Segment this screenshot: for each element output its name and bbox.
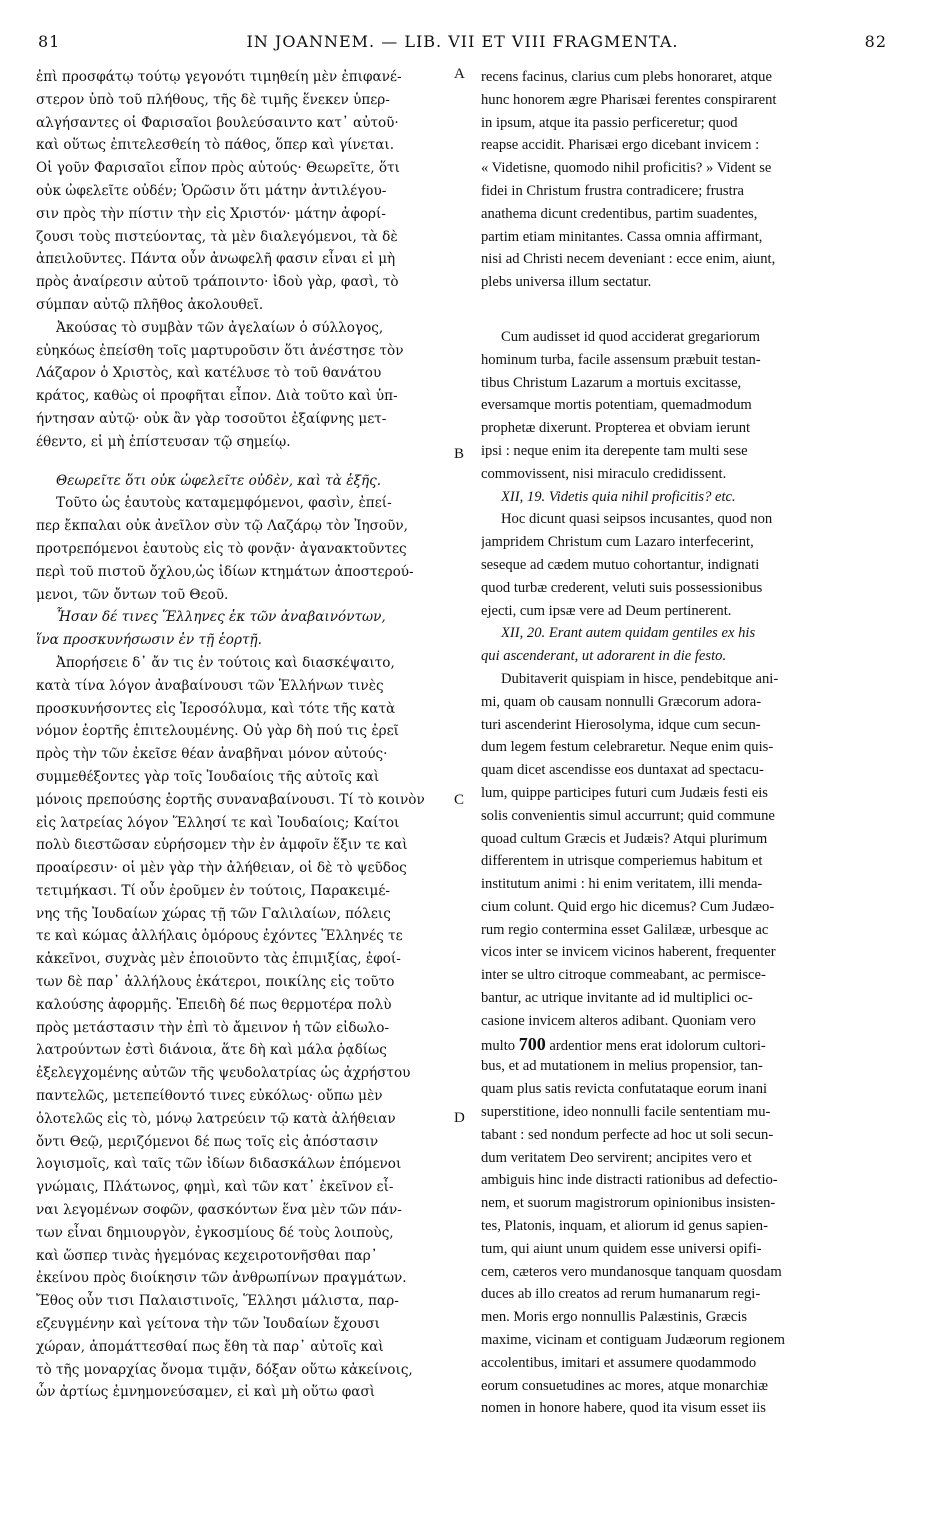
latin-line: cem, cæteros vero mundanosque tanquam quosdam bbox=[481, 1263, 782, 1280]
latin-line: nem, et suorum magistrorum opinionibus insisten- bbox=[481, 1195, 776, 1212]
greek-line: μόνοις πρεπούσης ἑορτῆς συναναβαίνουσι. Τί τὸ κοινὸν bbox=[36, 791, 425, 808]
greek-line: αλγήσαντες οἱ Φαρισαῖοι βουλεύσαιντο κατ᾽ αὐτοῦ· bbox=[36, 114, 399, 131]
greek-line: ζουσι τοὺς πιστεύοντας, τὰ μὲν διαλεγόμενοι, τὰ δὲ bbox=[36, 228, 398, 245]
latin-line: maxime, vicinam et contiguam Judæorum regionem bbox=[481, 1332, 785, 1349]
column-number: 700 bbox=[518, 1033, 546, 1054]
greek-line: ήντησαν αὐτῷ· οὐκ ἂν γὰρ τοσοῦτοι ἐξαίφνης μετ- bbox=[36, 410, 387, 427]
latin-line: ipsi : neque enim ita derepente tam multi sese bbox=[481, 442, 748, 459]
latin-line: dum legem festum celebraretur. Neque enim quis- bbox=[481, 739, 774, 756]
greek-line: οὐκ ὠφελεῖτε οὐδέν; Ὁρῶσιν ὅτι μάτην ἀντιλέγου- bbox=[36, 182, 387, 199]
latin-line: seseque ad cædem mutuo cohortantur, indignati bbox=[481, 556, 760, 573]
latin-line: eorum consuetudines ac mores, atque monarchiæ bbox=[481, 1377, 768, 1394]
greek-line: πολὺ διεστῶσαν εὑρήσομεν τὴν ἐν ἀμφοῖν ἕξιν τε καὶ bbox=[36, 837, 408, 854]
greek-line: προαίρεσιν· οἱ μὲν γὰρ τὴν ἀλήθειαν, οἱ δὲ τὸ ψεῦδος bbox=[36, 860, 407, 877]
latin-lemma: XII, 19. Videtis quia nihil proficitis? etc. bbox=[501, 488, 736, 505]
latin-line: plebs universa illum sectatur. bbox=[481, 274, 652, 291]
latin-line: recens facinus, clarius cum plebs honoraret, atque bbox=[481, 69, 772, 85]
greek-line: ἀπειλοῦντες. Πάντα οὖν ἀνωφελῆ φασιν εἶναι εἰ μὴ bbox=[36, 251, 396, 268]
latin-line: hominum turba, facile assensum præbuit testan- bbox=[481, 351, 761, 368]
greek-line: καὶ οὕτως ἐπιτελεσθείη τὸ πάθος, ὅπερ καὶ γίνεται. bbox=[36, 137, 395, 154]
greek-line: συμμεθέξοντες γὰρ τοῖς Ἰουδαίοις τῆς αὐτοῖς καὶ bbox=[36, 768, 380, 785]
latin-line: rum regio contermina esset Galilææ, urbesque ac bbox=[481, 921, 769, 938]
greek-line: ὧν ἀρτίως ἐμνημονεύσαμεν, εἰ καὶ μὴ οὕτω φασὶ bbox=[36, 1384, 376, 1401]
latin-line: tum, qui aiunt unum quidem esse universi opifi- bbox=[481, 1240, 762, 1257]
latin-line: partim etiam minitantes. Cassa omnia affirmant, bbox=[481, 228, 763, 245]
latin-line: tes, Platonis, inquam, et aliorum id genus sapien- bbox=[481, 1218, 768, 1235]
latin-line: nisi ad Christi necem deveniant : ecce enim, aiunt, bbox=[481, 251, 776, 268]
running-title: IN JOANNEM. — LIB. VII ET VIII FRAGMENTA. bbox=[246, 32, 679, 51]
greek-line: εζευγμένην καὶ γείτονα τὴν τῶν Ἰουδαίων ἔχουσι bbox=[36, 1316, 380, 1333]
greek-line: περὶ τοῦ πιστοῦ ὄχλου,ὡς ἰδίων κτημάτων ἀποστερού- bbox=[36, 563, 414, 580]
greek-line: Λάζαρον ὁ Χριστὸς, καὶ κατέλυσε τὸ τοῦ θανάτου bbox=[36, 365, 382, 382]
latin-line: turi ascenderint Hierosolyma, idque cum secun- bbox=[481, 716, 761, 733]
latin-line: Hoc dicunt quasi seipsos incusantes, quod non bbox=[501, 511, 773, 528]
margin-marker-a: A bbox=[454, 66, 465, 82]
greek-line: νης τῆς Ἰουδαίων χώρας τῇ τῶν Γαλιλαίων, πόλεις bbox=[36, 905, 391, 922]
latin-line: cium colunt. Quid ergo hic dicemus? Cum Judæo- bbox=[481, 898, 775, 915]
greek-line: προσκυνήσοντες εἰς Ἱεροσόλυμα, καὶ τότε τῆς κατὰ bbox=[36, 700, 396, 717]
latin-line: ambiguis hinc inde distracti rationibus ad defectio- bbox=[481, 1172, 778, 1189]
greek-column bbox=[36, 66, 456, 1404]
latin-line: superstitione, ideo nonnulli facile sententiam mu- bbox=[481, 1104, 771, 1121]
latin-line: « Videtisne, quomodo nihil proficitis? » Vident se bbox=[481, 160, 772, 177]
greek-line: των δὲ παρ᾽ ἀλλήλους ἑκάτεροι, ποικίλης εἰς τοῦτο bbox=[36, 974, 395, 991]
greek-line: λατρούντων ἐστὶ διάνοια, ἅτε δὴ καὶ μάλα ῥᾳδίως bbox=[36, 1042, 387, 1059]
greek-line: ἐπὶ προσφάτῳ τούτῳ γεγονότι τιμηθείη μὲν ἐπιφανέ- bbox=[36, 69, 402, 85]
latin-line: mi, quam ob causam nonnulli Græcorum adora- bbox=[481, 693, 762, 710]
latin-lemma: qui ascenderant, ut adorarent in die festo. bbox=[481, 648, 727, 665]
greek-line: μενοι, τῶν ὄντων τοῦ Θεοῦ. bbox=[36, 586, 229, 603]
margin-marker-d: D bbox=[454, 1110, 465, 1126]
page-number-right: 82 bbox=[864, 32, 887, 51]
greek-line: ὁλοτελῶς εἰς τὸ, μόνῳ λατρεύειν τῷ κατὰ ἀλήθειαν bbox=[36, 1110, 396, 1127]
latin-line: inter se ultro citroque commeabant, ac permisce- bbox=[481, 967, 766, 984]
latin-line: accolentibus, imitari et assumere quodammodo bbox=[481, 1354, 757, 1371]
latin-line: hunc honorem ægre Pharisæi ferentes conspirarent bbox=[481, 91, 777, 108]
latin-line: lum, quippe participes futuri cum Judæis festi eis bbox=[481, 784, 768, 801]
greek-line: Ἔθος οὖν τισι Παλαιστινοῖς, Ἕλλησι μάλιστα, παρ- bbox=[36, 1293, 399, 1310]
greek-line: έθεντο, εἰ μὴ ἐπίστευσαν τῷ σημείῳ. bbox=[36, 433, 291, 450]
greek-lemma: Θεωρεῖτε ὅτι οὐκ ὠφελεῖτε οὐδὲν, καὶ τὰ ἑξῆς. bbox=[56, 472, 382, 489]
latin-line: quam dicet ascendisse eos duntaxat ad spectacu- bbox=[481, 762, 764, 779]
greek-line: πρὸς τὴν τῶν ἐκεῖσε θέαν ἀναβῆναι μόνον αὐτούς· bbox=[36, 746, 388, 763]
latin-line: prophetæ dixerunt. Propterea et obviam ierunt bbox=[481, 420, 751, 437]
greek-line: προτρεπόμενοι ἑαυτοὺς εἰς τὸ φονᾷν· ἀγανακτοῦντες bbox=[36, 540, 407, 557]
greek-line: χώραν, ἀπομάττεσθαί πως ἔθη τὰ παρ᾽ αὐτοῖς καὶ bbox=[36, 1338, 384, 1355]
greek-line: κἀκεῖνοι, συχνὰς μὲν ἐποιοῦντο τὰς ἐπιμιξίας, ἐφοί- bbox=[36, 951, 401, 968]
greek-line: παντελῶς, μετεπείθοντό τινες εὐκόλως· οὔπω μὲν bbox=[36, 1088, 383, 1105]
latin-line: jampridem Christum cum Lazaro interfecerint, bbox=[481, 534, 754, 551]
latin-line: men. Moris ergo nonnullis Palæstinis, Græcis bbox=[481, 1309, 748, 1326]
greek-line: εἰς λατρείας λόγον Ἕλλησί τε καὶ Ἰουδαίοις; Καίτοι bbox=[36, 814, 400, 831]
greek-line: περ ἔκπαλαι οὐκ ἀνεῖλον σὺν τῷ Λαζάρῳ τὸν Ἰησοῦν, bbox=[36, 518, 408, 535]
latin-line: Dubitaverit quispiam in hisce, pendebitque ani- bbox=[501, 670, 779, 687]
latin-line: eversamque mortis potentiam, quemadmodum bbox=[481, 397, 752, 414]
latin-line: casione invicem alteros adibant. Quoniam vero bbox=[481, 1012, 756, 1029]
margin-marker-c: C bbox=[454, 792, 465, 808]
latin-line-start: multo bbox=[481, 1037, 516, 1054]
greek-line: εὐηκόως ἐπείσθη τοῖς μαρτυροῦσιν ὅτι ἀνέστησε τὸν bbox=[36, 342, 404, 359]
greek-line: πρὸς ἀναίρεσιν αὐτοῦ τράποιντο· ἰδοὺ γὰρ, φασὶ, τὸ bbox=[36, 274, 399, 291]
latin-line-end: ardentior mens erat idolorum cultori- bbox=[549, 1037, 766, 1054]
greek-line: γνώμαις, Πλάτωνος, φημὶ, καὶ τῶν κατ᾽ ἐκεῖνον εἶ- bbox=[36, 1179, 394, 1196]
greek-line: λογισμοῖς, καὶ ταῖς τῶν ἰδίων διδασκάλων ἑπόμενοι bbox=[36, 1156, 402, 1173]
latin-line: bantur, ac utrique invitante ad id multiplici oc- bbox=[481, 990, 753, 1007]
latin-line-with-column-number bbox=[481, 1033, 901, 1056]
greek-line: ὄντι Θεῷ, μεριζόμενοι δέ πως τοῖς εἰς ἀπόστασιν bbox=[36, 1133, 379, 1150]
latin-line: Cum audisset id quod acciderat gregariorum bbox=[501, 328, 760, 345]
latin-line: quod turbæ crederent, veluti suis possessionibus bbox=[481, 579, 763, 596]
margin-marker-b: B bbox=[454, 446, 465, 462]
latin-line: tabant : sed nondum perfecte ad hoc ut soli secun- bbox=[481, 1126, 774, 1143]
greek-line: πρὸς μετάστασιν τὴν ἐπὶ τὸ ἄμεινον ἡ τῶν εἰδωλο- bbox=[36, 1019, 390, 1036]
latin-line: tibus Christum Lazarum a mortuis excitasse, bbox=[481, 374, 742, 391]
greek-line: ναι λεγομένων σοφῶν, φασκόντων ἕνα μὲν τῶν πάν- bbox=[36, 1202, 402, 1219]
latin-line: fidei in Christum frustra contradicere; frustra bbox=[481, 182, 745, 199]
greek-line: καλούσης ἀφορμῆς. Ἐπειδὴ δέ πως θερμοτέρα πολὺ bbox=[36, 996, 392, 1013]
greek-line: τετιμήκασι. Τί οὖν ἐροῦμεν ἐν τούτοις, Παρακειμέ- bbox=[36, 882, 390, 899]
greek-line: ἐκείνου πρὸς διοίκησιν τῶν ἀνθρωπίνων πραγμάτων. bbox=[36, 1270, 407, 1287]
greek-line: τὸ τῆς μοναρχίας ὄνομα τιμᾷν, δόξαν οὕτω κἀκείνοις, bbox=[36, 1361, 413, 1378]
greek-line: ἐξελεγχομένης αὐτῶν τῆς ψευδολατρίας ὡς ἀχρήστου bbox=[36, 1065, 411, 1082]
latin-line: commovissent, nisi miraculo credidissent. bbox=[481, 465, 727, 482]
greek-line: τε καὶ κώμας ἀλλήλαις ὁμόρους ἐχόντες Ἕλληνές τε bbox=[36, 928, 403, 945]
greek-lemma: Ἦσαν δέ τινες Ἕλληνες ἐκ τῶν ἀναβαινόντων, bbox=[56, 609, 386, 626]
latin-line: reapse accidit. Pharisæi ergo dicebant invicem : bbox=[481, 137, 760, 154]
greek-line: κράτος, καθὼς οἱ προφῆται εἶπον. Διὰ τοῦτο καὶ ὑπ- bbox=[36, 388, 398, 405]
latin-line: institutum animi : hi enim veritatem, illi menda- bbox=[481, 876, 763, 893]
greek-line: Τοῦτο ὡς ἑαυτοὺς καταμεμφόμενοι, φασὶν, ἐπεί- bbox=[56, 495, 392, 512]
greek-line: Ἀπορήσειε δ᾽ ἄν τις ἐν τούτοις καὶ διασκέψαιτο, bbox=[56, 654, 395, 671]
page-number-left: 81 bbox=[38, 32, 61, 51]
latin-line: anathema dicunt credentibus, partim suadentes, bbox=[481, 205, 758, 222]
latin-line: quam plus satis revicta confutataque eorum inani bbox=[481, 1081, 768, 1098]
latin-line: nomen in honore habere, quod ita visum esset iis bbox=[481, 1400, 766, 1417]
latin-line: quoad cultum Græcis et Judæis? Atqui plurimum bbox=[481, 830, 768, 847]
greek-lemma: ἵνα προσκυνήσωσιν ἐν τῇ ἑορτῇ. bbox=[36, 632, 262, 649]
greek-line: σιν πρὸς τὴν πίστιν τὴν εἰς Χριστόν· μάτην ἀφορί- bbox=[36, 205, 386, 222]
latin-line: dum veritatem Deo servirent; ancipites vero et bbox=[481, 1149, 752, 1166]
greek-line: νόμον ἑορτῆς ἐπιτελουμένης. Οὐ γὰρ δὴ πού τις ἐρεῖ bbox=[36, 723, 399, 740]
greek-line: κατὰ τίνα λόγον ἀναβαίνουσι τῶν Ἑλλήνων τινὲς bbox=[36, 677, 384, 694]
greek-line: καὶ ὥσπερ τινὰς ἡγεμόνας κεχειροτονῆσθαι παρ᾽ bbox=[36, 1247, 378, 1264]
greek-line: Ἀκούσας τὸ συμβὰν τῶν ἀγελαίων ὁ σύλλογος, bbox=[56, 319, 384, 336]
greek-line: των εἶναι δημιουργὸν, ἐγκοσμίους δέ τοὺς λοιποὺς, bbox=[36, 1224, 394, 1241]
greek-line: σύμπαν αὐτῷ πλῆθος ἀκολουθεῖ. bbox=[36, 296, 264, 313]
running-header bbox=[30, 32, 895, 56]
latin-line: vicos inter se invicem vicinos haberent, frequenter bbox=[481, 944, 776, 961]
latin-line: duces ab illo creatos ad rerum humanarum regi- bbox=[481, 1286, 761, 1303]
greek-line: στερον ὑπὸ τοῦ πλήθους, τῆς δὲ τιμῆς ἕνεκεν ὑπερ- bbox=[36, 91, 390, 108]
latin-line: bus, et ad mutationem in melius propensior, tan- bbox=[481, 1058, 763, 1075]
latin-line: in ipsum, atque ita passio perficeretur; quod bbox=[481, 114, 738, 131]
greek-line: Οἱ γοῦν Φαρισαῖοι εἶπον πρὸς αὑτούς· Θεωρεῖτε, ὅτι bbox=[36, 160, 400, 177]
latin-line: differentem in utrisque comperiemus habitum et bbox=[481, 853, 763, 870]
latin-line: ejecti, cum ipsæ vere ad Deum pertinerent. bbox=[481, 602, 732, 619]
latin-lemma: XII, 20. Erant autem quidam gentiles ex his bbox=[501, 625, 756, 642]
latin-column bbox=[481, 66, 901, 1420]
latin-line: solis convenientis simul accurrunt; quid commune bbox=[481, 807, 775, 824]
